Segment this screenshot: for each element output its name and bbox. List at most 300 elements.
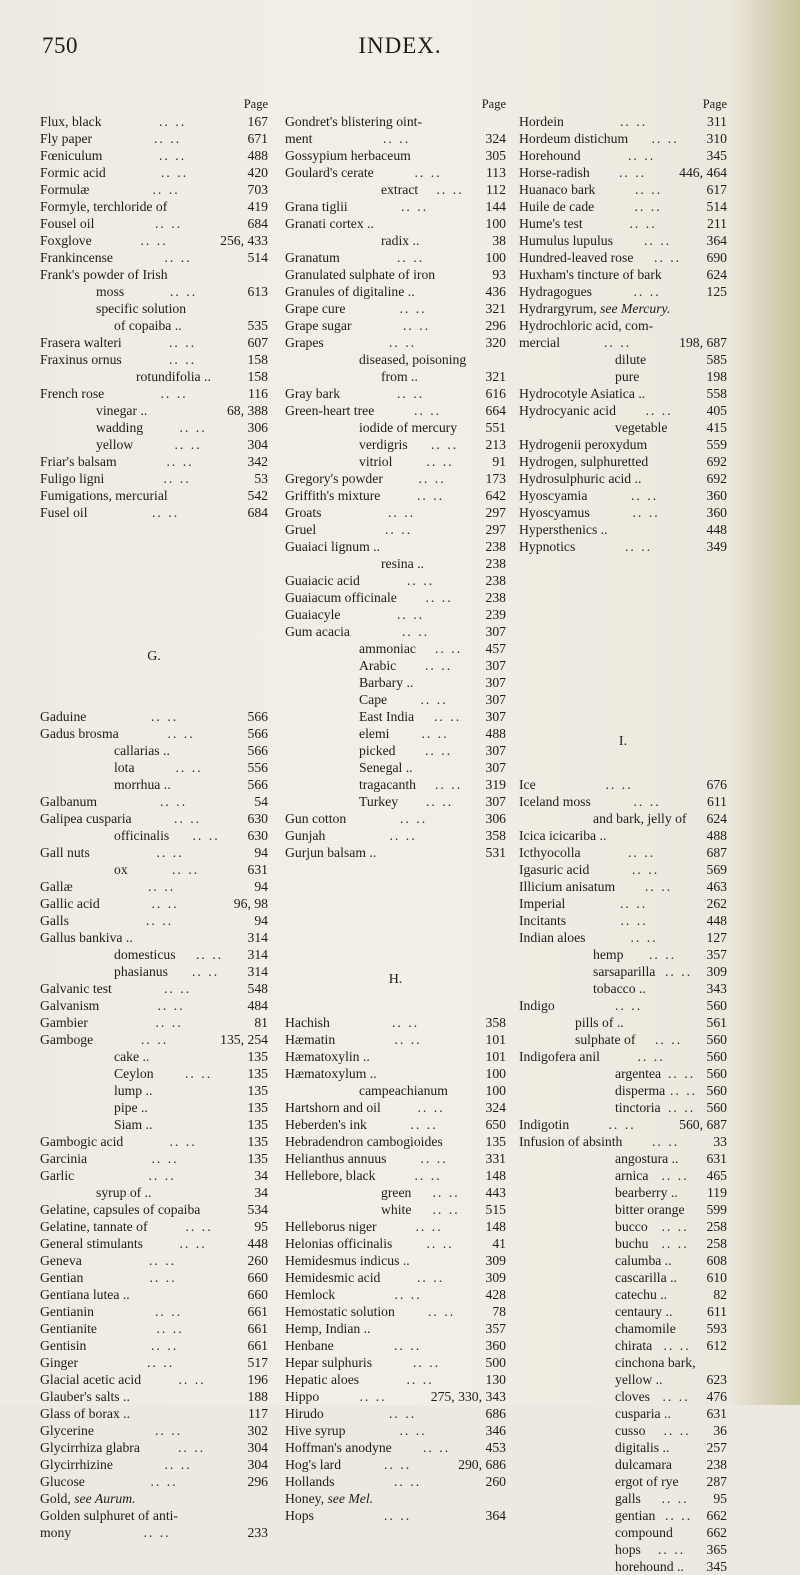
dot-leader: .. .. bbox=[392, 1015, 420, 1030]
index-entry bbox=[285, 1252, 506, 1269]
index-entry bbox=[40, 130, 268, 147]
index-entry bbox=[519, 164, 727, 181]
page-reference: 296 bbox=[485, 318, 506, 333]
index-entry bbox=[40, 1371, 268, 1388]
index-term: Hemidesmic acid bbox=[285, 1270, 381, 1285]
page-reference: 81 bbox=[254, 1015, 268, 1030]
index-term: Ceylon bbox=[114, 1066, 154, 1081]
page-reference: 307 bbox=[485, 760, 506, 775]
index-term: Helonias officinalis bbox=[285, 1236, 393, 1251]
page-reference: 100 bbox=[485, 250, 506, 265]
index-term: Siam .. bbox=[114, 1117, 153, 1132]
index-term: Glacial acetic acid bbox=[40, 1372, 142, 1387]
dot-leader: .. .. bbox=[426, 794, 454, 809]
index-term: Gallic acid bbox=[40, 896, 100, 911]
index-entry bbox=[285, 1218, 506, 1235]
index-entry bbox=[285, 1065, 506, 1082]
dot-leader: .. .. bbox=[414, 165, 442, 180]
index-term: Guaiacum officinale bbox=[285, 590, 397, 605]
index-entry bbox=[519, 1099, 727, 1116]
page-reference: 309 bbox=[485, 1253, 506, 1268]
page-reference: 692 bbox=[706, 454, 727, 469]
index-entry bbox=[40, 215, 268, 232]
page-reference: 660 bbox=[247, 1270, 268, 1285]
index-term: Hydrocyanic acid bbox=[519, 403, 616, 418]
dot-leader: .. .. bbox=[155, 1423, 183, 1438]
index-entry bbox=[40, 1439, 268, 1456]
page-reference: 560 bbox=[706, 998, 727, 1013]
index-entry bbox=[285, 215, 506, 232]
index-entry bbox=[519, 861, 727, 878]
index-term: Guaiacic acid bbox=[285, 573, 360, 588]
index-entry bbox=[40, 929, 268, 946]
page-reference: 514 bbox=[247, 250, 268, 265]
page-reference: 239 bbox=[485, 607, 506, 622]
page-reference: 304 bbox=[247, 1440, 268, 1455]
index-term: Gall nuts bbox=[40, 845, 90, 860]
page-reference: 484 bbox=[247, 998, 268, 1013]
index-entry bbox=[285, 725, 506, 742]
index-term: callarias .. bbox=[114, 743, 170, 758]
page-heading-label: Page bbox=[481, 97, 506, 111]
index-entry bbox=[40, 436, 268, 453]
page-reference: 360 bbox=[485, 1338, 506, 1353]
index-term: Formic acid bbox=[40, 165, 106, 180]
dot-leader: .. .. bbox=[428, 1304, 456, 1319]
page-reference: 198, 687 bbox=[679, 335, 727, 350]
dot-leader: .. .. bbox=[631, 488, 659, 503]
index-term: Iceland moss bbox=[519, 794, 591, 809]
index-term: Gregory's powder bbox=[285, 471, 383, 486]
page-reference: 560 bbox=[706, 1049, 727, 1064]
spacer bbox=[40, 572, 268, 589]
page-reference: 436 bbox=[485, 284, 506, 299]
page-reference: 321 bbox=[485, 301, 506, 316]
index-entry bbox=[285, 402, 506, 419]
index-entry bbox=[519, 487, 727, 504]
index-entry bbox=[40, 1099, 268, 1116]
index-entry bbox=[285, 1116, 506, 1133]
index-term: Garlic bbox=[40, 1168, 75, 1183]
index-term: lota bbox=[114, 760, 135, 775]
index-entry bbox=[519, 912, 727, 929]
page-reference: 135 bbox=[247, 1066, 268, 1081]
page-reference: 488 bbox=[706, 828, 727, 843]
dot-leader: .. .. bbox=[633, 284, 661, 299]
index-entry bbox=[40, 504, 268, 521]
dot-leader: .. .. bbox=[663, 1338, 691, 1353]
index-entry bbox=[519, 1490, 727, 1507]
page-reference: 364 bbox=[485, 1508, 506, 1523]
index-term: Gentianite bbox=[40, 1321, 98, 1336]
index-term: cake .. bbox=[114, 1049, 150, 1064]
index-term: Icica icicariba .. bbox=[519, 828, 607, 843]
index-term: chirata bbox=[615, 1338, 653, 1353]
index-entry bbox=[519, 181, 727, 198]
index-term: morrhua .. bbox=[114, 777, 171, 792]
dot-leader: .. .. bbox=[170, 284, 198, 299]
page-reference: 135 bbox=[247, 1083, 268, 1098]
dot-leader: .. .. bbox=[143, 1525, 171, 1540]
page-reference: 345 bbox=[706, 148, 727, 163]
page-reference: 304 bbox=[247, 1457, 268, 1472]
index-entry bbox=[285, 759, 506, 776]
index-entry bbox=[40, 895, 268, 912]
dot-leader: .. .. bbox=[414, 403, 442, 418]
dot-leader: .. .. bbox=[414, 1168, 442, 1183]
dot-leader: .. .. bbox=[178, 1372, 206, 1387]
dot-leader: .. .. bbox=[394, 1032, 422, 1047]
index-term: Hume's test bbox=[519, 216, 583, 231]
page-reference: 258 bbox=[706, 1219, 727, 1234]
index-entry bbox=[519, 419, 727, 436]
page-reference: 360 bbox=[706, 488, 727, 503]
page-column-heading bbox=[519, 96, 727, 113]
index-entry bbox=[519, 1558, 727, 1575]
dot-leader: .. .. bbox=[140, 233, 168, 248]
index-entry bbox=[40, 1031, 268, 1048]
page-reference: 624 bbox=[706, 811, 727, 826]
page-reference: 304 bbox=[247, 437, 268, 452]
index-term: domesticus bbox=[114, 947, 176, 962]
spacer bbox=[40, 606, 268, 623]
page-reference: 623 bbox=[706, 1372, 727, 1387]
index-entry bbox=[285, 606, 506, 623]
index-entry bbox=[519, 1133, 727, 1150]
index-term: Glass of borax .. bbox=[40, 1406, 131, 1421]
index-term: cinchona bark, bbox=[615, 1355, 696, 1370]
page-reference: 100 bbox=[485, 1066, 506, 1081]
index-entry bbox=[519, 844, 727, 861]
index-entry bbox=[40, 980, 268, 997]
page-column-heading bbox=[285, 96, 506, 113]
page-reference: 196 bbox=[247, 1372, 268, 1387]
index-entry bbox=[285, 1167, 506, 1184]
index-entry bbox=[40, 1354, 268, 1371]
index-entry bbox=[285, 1099, 506, 1116]
page-reference: 690 bbox=[706, 250, 727, 265]
index-term: Hog's lard bbox=[285, 1457, 342, 1472]
index-entry bbox=[285, 130, 506, 147]
dot-leader: .. .. bbox=[410, 1117, 438, 1132]
page-reference: 314 bbox=[247, 964, 268, 979]
page-reference: 116 bbox=[247, 386, 268, 401]
index-term: Galls bbox=[40, 913, 69, 928]
index-entry bbox=[519, 1507, 727, 1524]
index-entry bbox=[40, 266, 268, 283]
spacer bbox=[519, 623, 727, 640]
page-reference: 616 bbox=[485, 386, 506, 401]
index-term: vegetable bbox=[615, 420, 668, 435]
index-term: Formulæ bbox=[40, 182, 90, 197]
page-reference: 306 bbox=[247, 420, 268, 435]
page-reference: 559 bbox=[706, 437, 727, 452]
page-reference: 135 bbox=[485, 1134, 506, 1149]
page-reference: 558 bbox=[706, 386, 727, 401]
index-term: Igasuric acid bbox=[519, 862, 590, 877]
index-term: Flux, black bbox=[40, 114, 102, 129]
index-entry bbox=[285, 419, 506, 436]
index-term: specific solution bbox=[96, 301, 187, 316]
index-entry bbox=[285, 555, 506, 572]
index-term: white bbox=[381, 1202, 412, 1217]
index-term: Hebradendron cambogioides bbox=[285, 1134, 443, 1149]
index-entry bbox=[40, 844, 268, 861]
index-entry bbox=[40, 113, 268, 130]
index-entry bbox=[519, 1388, 727, 1405]
index-term: Gunjah bbox=[285, 828, 326, 843]
index-entry bbox=[40, 1150, 268, 1167]
index-entry bbox=[519, 1473, 727, 1490]
index-entry bbox=[285, 793, 506, 810]
dot-leader: .. .. bbox=[605, 777, 633, 792]
index-term: Heberden's ink bbox=[285, 1117, 367, 1132]
index-entry bbox=[285, 1014, 506, 1031]
index-entry bbox=[40, 419, 268, 436]
index-term: ox bbox=[114, 862, 128, 877]
dot-leader: .. .. bbox=[169, 352, 197, 367]
index-entry bbox=[519, 1524, 727, 1541]
index-term: mony bbox=[40, 1525, 72, 1540]
spacer bbox=[40, 555, 268, 572]
index-term: Imperial bbox=[519, 896, 566, 911]
index-entry bbox=[519, 368, 727, 385]
dot-leader: .. .. bbox=[172, 862, 200, 877]
dot-leader: .. .. bbox=[637, 1049, 665, 1064]
spacer bbox=[519, 657, 727, 674]
index-entry bbox=[40, 1320, 268, 1337]
dot-leader: .. .. bbox=[645, 403, 673, 418]
page-reference: 262 bbox=[706, 896, 727, 911]
index-term: gentian bbox=[615, 1508, 656, 1523]
page-reference: 662 bbox=[706, 1525, 727, 1540]
page-reference: 211 bbox=[706, 216, 727, 231]
index-term: green bbox=[381, 1185, 412, 1200]
index-entry bbox=[40, 997, 268, 1014]
index-term: Gray bark bbox=[285, 386, 341, 401]
index-term: Grapes bbox=[285, 335, 324, 350]
index-entry bbox=[285, 1439, 506, 1456]
index-term: radix .. bbox=[381, 233, 420, 248]
dot-leader: .. .. bbox=[420, 692, 448, 707]
index-term: Turkey bbox=[359, 794, 399, 809]
page-reference: 54 bbox=[254, 794, 268, 809]
index-entry bbox=[519, 929, 727, 946]
page-reference: 275, 330, 343 bbox=[430, 1389, 506, 1404]
index-term: Gambogic acid bbox=[40, 1134, 124, 1149]
dot-leader: .. .. bbox=[160, 386, 188, 401]
index-term: Griffith's mixture bbox=[285, 488, 381, 503]
index-term: dulcamara bbox=[615, 1457, 672, 1472]
page-reference: 53 bbox=[254, 471, 268, 486]
dot-leader: .. .. bbox=[663, 1423, 691, 1438]
page-reference: 331 bbox=[485, 1151, 506, 1166]
index-term: Illicium anisatum bbox=[519, 879, 616, 894]
index-entry bbox=[40, 1201, 268, 1218]
index-term: Grape cure bbox=[285, 301, 346, 316]
page-reference: 238 bbox=[485, 556, 506, 571]
index-entry bbox=[519, 1082, 727, 1099]
dot-leader: .. .. bbox=[147, 1355, 175, 1370]
page-reference: 113 bbox=[485, 165, 506, 180]
dot-leader: .. .. bbox=[668, 1066, 696, 1081]
page-reference: 125 bbox=[706, 284, 727, 299]
index-entry bbox=[519, 385, 727, 402]
index-term: extract bbox=[381, 182, 419, 197]
index-term: East India bbox=[359, 709, 415, 724]
page-reference: 311 bbox=[706, 114, 727, 129]
index-term: Hæmatoxylum .. bbox=[285, 1066, 377, 1081]
index-term: Glycirrhizine bbox=[40, 1457, 113, 1472]
index-term: vinegar .. bbox=[96, 403, 148, 418]
index-term: Arabic bbox=[359, 658, 397, 673]
index-entry bbox=[285, 1082, 506, 1099]
index-term: Granatum bbox=[285, 250, 340, 265]
index-entry bbox=[519, 997, 727, 1014]
page-reference: 309 bbox=[706, 964, 727, 979]
page-reference: 324 bbox=[485, 131, 506, 146]
index-term: Huxham's tincture of bark bbox=[519, 267, 662, 282]
dot-leader: .. .. bbox=[425, 590, 453, 605]
index-entry bbox=[519, 1167, 727, 1184]
index-term: lump .. bbox=[114, 1083, 153, 1098]
index-term: argentea bbox=[615, 1066, 662, 1081]
index-term: Hydrogen, sulphuretted bbox=[519, 454, 649, 469]
dot-leader: .. .. bbox=[670, 1083, 698, 1098]
index-term: ergot of rye bbox=[615, 1474, 679, 1489]
index-term: cusso bbox=[615, 1423, 646, 1438]
page-reference: 419 bbox=[247, 199, 268, 214]
page-reference: 188 bbox=[247, 1389, 268, 1404]
index-term: galls bbox=[615, 1491, 641, 1506]
index-entry bbox=[519, 402, 727, 419]
page-reference: 158 bbox=[247, 369, 268, 384]
page-reference: 287 bbox=[706, 1474, 727, 1489]
page-reference: 365 bbox=[706, 1542, 727, 1557]
dot-leader: .. .. bbox=[389, 828, 417, 843]
index-entry bbox=[40, 946, 268, 963]
dot-leader: .. .. bbox=[394, 1474, 422, 1489]
index-term: Gentianin bbox=[40, 1304, 94, 1319]
page-reference: 167 bbox=[247, 114, 268, 129]
dot-leader: .. .. bbox=[397, 607, 425, 622]
index-entry bbox=[519, 249, 727, 266]
index-entry bbox=[285, 453, 506, 470]
dot-leader: .. .. bbox=[174, 437, 202, 452]
page-reference: 560 bbox=[706, 1066, 727, 1081]
index-entry bbox=[519, 827, 727, 844]
page-reference: 307 bbox=[485, 743, 506, 758]
page-reference: 144 bbox=[485, 199, 506, 214]
index-term: Humulus lupulus bbox=[519, 233, 613, 248]
page-reference: 624 bbox=[706, 267, 727, 282]
index-entry bbox=[519, 1286, 727, 1303]
page-reference: 324 bbox=[485, 1100, 506, 1115]
index-entry bbox=[285, 300, 506, 317]
dot-leader: .. .. bbox=[668, 1100, 696, 1115]
index-term: Icthyocolla bbox=[519, 845, 581, 860]
index-term: Hemidesmus indicus .. bbox=[285, 1253, 410, 1268]
page-reference: 515 bbox=[485, 1202, 506, 1217]
index-term: calumba .. bbox=[615, 1253, 672, 1268]
index-term: Gambier bbox=[40, 1015, 88, 1030]
spacer bbox=[285, 895, 506, 912]
dot-leader: .. .. bbox=[148, 1168, 176, 1183]
dot-leader: .. .. bbox=[651, 131, 679, 146]
index-term: verdigris bbox=[359, 437, 408, 452]
page-reference: 613 bbox=[247, 284, 268, 299]
page-reference: 257 bbox=[706, 1440, 727, 1455]
page-reference: 260 bbox=[485, 1474, 506, 1489]
dot-leader: .. .. bbox=[402, 624, 430, 639]
dot-leader: .. .. bbox=[436, 182, 464, 197]
page-reference: 135 bbox=[247, 1049, 268, 1064]
dot-leader: .. .. bbox=[403, 318, 431, 333]
index-term: Hypersthenics .. bbox=[519, 522, 608, 537]
index-entry bbox=[40, 402, 268, 419]
dot-leader: .. .. bbox=[632, 862, 660, 877]
index-entry bbox=[519, 300, 727, 317]
index-entry bbox=[40, 249, 268, 266]
page-reference: 448 bbox=[247, 1236, 268, 1251]
index-term: Indigotin bbox=[519, 1117, 570, 1132]
page-reference: 415 bbox=[706, 420, 727, 435]
page-reference: 238 bbox=[706, 1457, 727, 1472]
index-entry bbox=[519, 1371, 727, 1388]
dot-leader: .. .. bbox=[629, 216, 657, 231]
index-term: Hemostatic solution bbox=[285, 1304, 395, 1319]
dot-leader: .. .. bbox=[432, 1185, 460, 1200]
dot-leader: .. .. bbox=[399, 301, 427, 316]
page-reference: 68, 388 bbox=[226, 403, 268, 418]
index-entry bbox=[519, 198, 727, 215]
index-entry bbox=[519, 470, 727, 487]
page-reference: 297 bbox=[485, 505, 506, 520]
index-term: Fuligo ligni bbox=[40, 471, 105, 486]
dot-leader: .. .. bbox=[169, 1134, 197, 1149]
index-term: Gadus brosma bbox=[40, 726, 119, 741]
index-term: French rose bbox=[40, 386, 105, 401]
index-term: Incitants bbox=[519, 913, 567, 928]
index-entry bbox=[519, 963, 727, 980]
index-entry bbox=[519, 895, 727, 912]
index-entry bbox=[285, 1354, 506, 1371]
page-reference: 34 bbox=[254, 1185, 268, 1200]
index-entry bbox=[519, 1116, 727, 1133]
index-entry bbox=[285, 181, 506, 198]
index-term: Cape bbox=[359, 692, 388, 707]
index-term: officinalis bbox=[114, 828, 170, 843]
index-term: Hemlock bbox=[285, 1287, 336, 1302]
page-reference: 91 bbox=[492, 454, 506, 469]
index-term: Fumigations, mercurial bbox=[40, 488, 168, 503]
dot-leader: .. .. bbox=[157, 998, 185, 1013]
dot-leader: .. .. bbox=[166, 454, 194, 469]
page-reference: 135 bbox=[247, 1134, 268, 1149]
index-entry bbox=[285, 504, 506, 521]
index-term: Geneva bbox=[40, 1253, 82, 1268]
dot-leader: .. .. bbox=[155, 1015, 183, 1030]
index-entry bbox=[285, 810, 506, 827]
index-term: Glauber's salts .. bbox=[40, 1389, 130, 1404]
page-reference: 566 bbox=[247, 726, 268, 741]
page-reference: 96, 98 bbox=[233, 896, 268, 911]
index-term: Granati cortex .. bbox=[285, 216, 374, 231]
dot-leader: .. .. bbox=[620, 896, 648, 911]
index-term: Granules of digitaline .. bbox=[285, 284, 415, 299]
page-reference: 660 bbox=[247, 1287, 268, 1302]
index-entry bbox=[40, 334, 268, 351]
